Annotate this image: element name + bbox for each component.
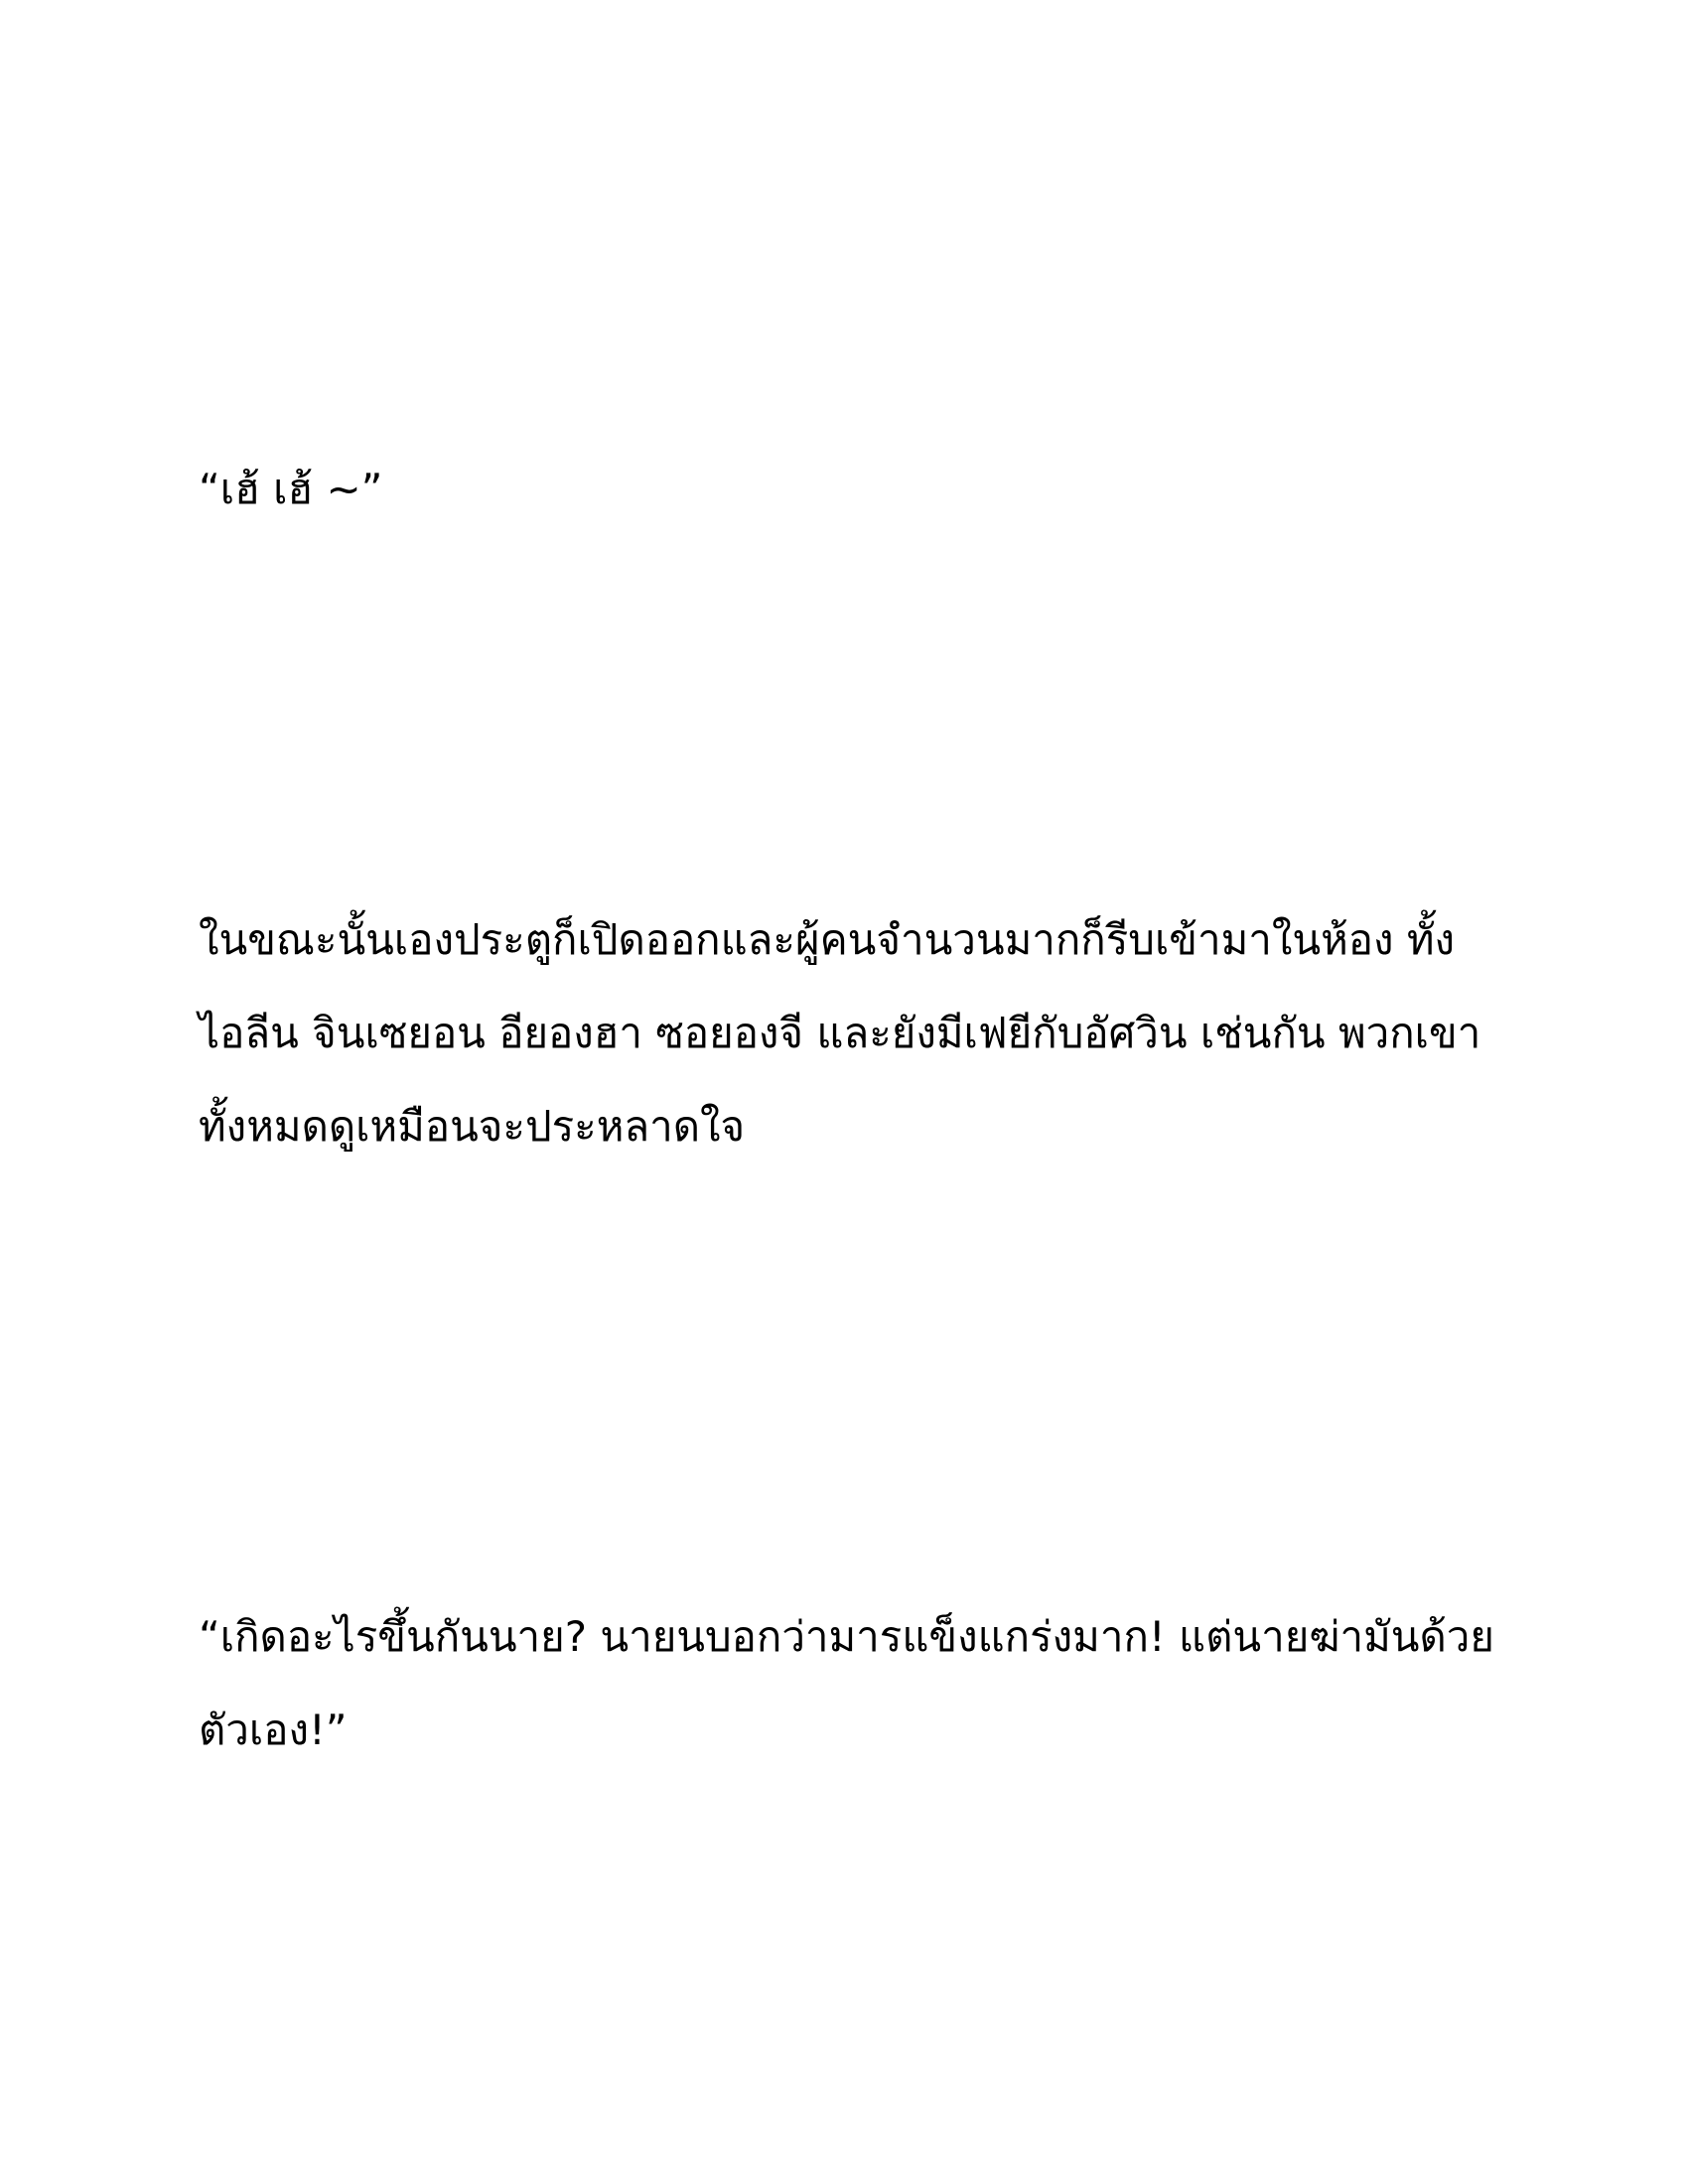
text-line: ตัวเอง!” [199, 1706, 348, 1754]
text-line: ในขณะนั้นเองประตูก็เปิดออกและผู้คนจำนวนมากก็รีบเข้ามาในห้อง ทั้ง [199, 915, 1456, 964]
text-line: “เฮ้ เฮ้ ~” [199, 465, 383, 513]
text-line: ไอลีน จินเซยอน อียองฮา ซอยองจี และยังมีเฟยีกับอัศวิน เช่นกัน พวกเขา [199, 1009, 1481, 1057]
text-line: “เกิดอะไรขึ้นกันนาย? นายนบอกว่ามารแข็งแกร่งมาก! แต่นายฆ่ามันด้วย [199, 1612, 1494, 1661]
paragraph-narration [199, 893, 1489, 1173]
paragraph-dialogue [199, 1590, 1494, 1777]
text-line: ทั้งหมดดูเหมือนจะประหลาดใจ [199, 1102, 746, 1151]
paragraph-greeting [199, 443, 1489, 536]
